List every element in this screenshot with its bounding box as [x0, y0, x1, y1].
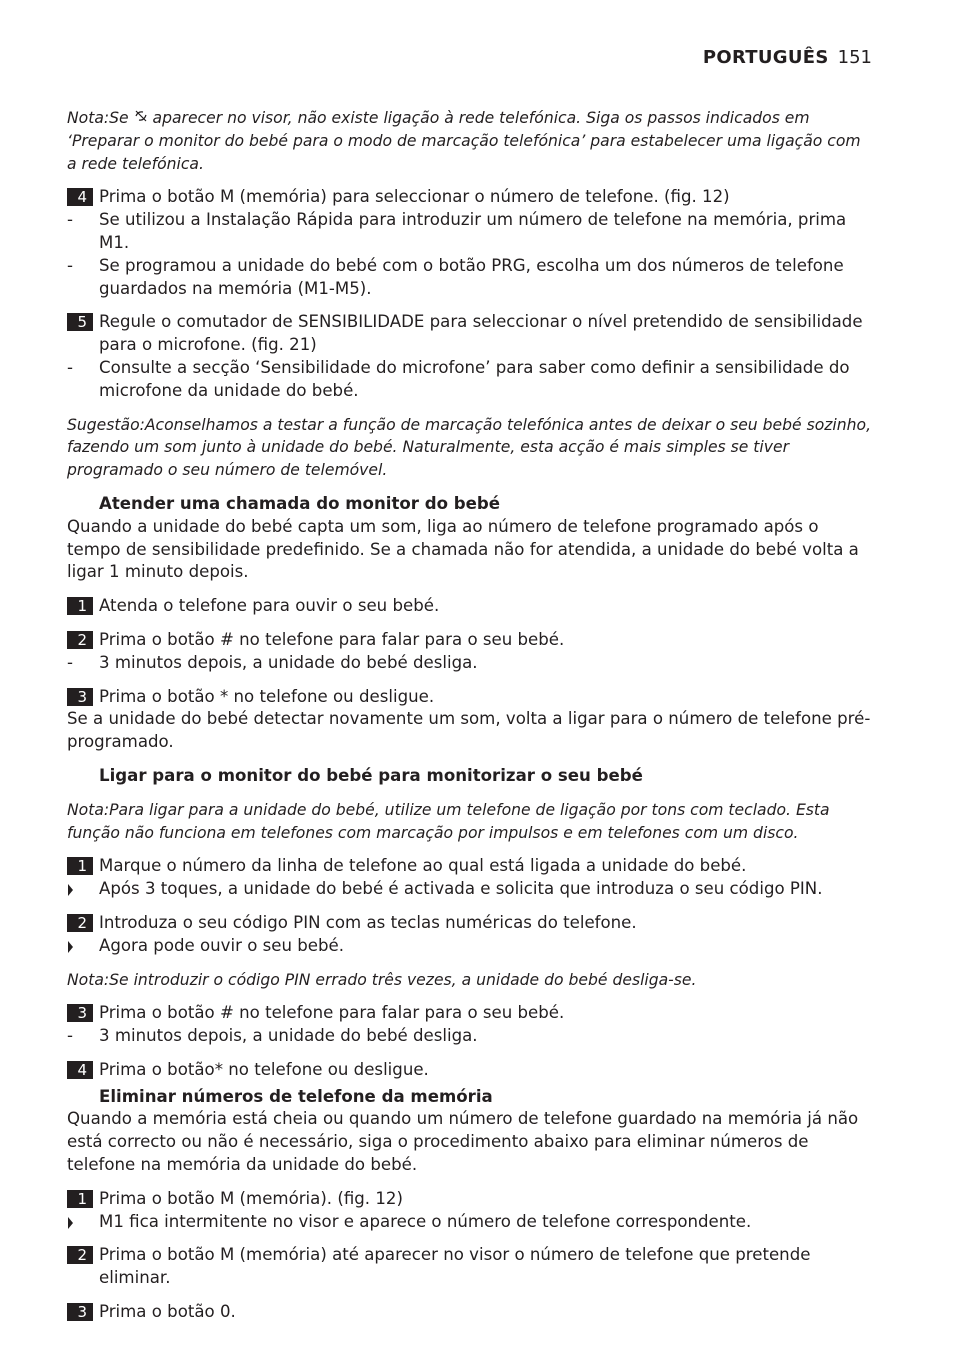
pin-note: Nota:Se introduzir o código PIN errado três vezes, a unidade do bebé desliga-se. — [67, 970, 697, 989]
result-arrow-icon — [67, 878, 99, 901]
section-heading: Eliminar números de telefone da memória — [99, 1086, 493, 1106]
page-content — [67, 107, 873, 1324]
page-number: 151 — [837, 47, 872, 68]
step-item: 1 Prima o botão M (memória). (fig. 12) M1 fica intermitente no visor e aparece o número de telefone correspondente. — [67, 1188, 873, 1234]
note-text: aparecer no visor, não existe ligação à rede telefónica. Siga os passos indicados em ‘Preparar o monitor do bebé para o modo de marcação telefónica’ para estabelecer uma ligação com a rede telefónica. — [67, 109, 861, 173]
result-arrow-icon — [67, 1211, 99, 1234]
section-call-monitor — [67, 765, 873, 1082]
step-item: 3 Prima o botão * no telefone ou desligue. — [67, 686, 873, 709]
step-number: 4 — [67, 188, 93, 206]
section-outro: Se a unidade do bebé detectar novamente um som, volta a ligar para o número de telefone pré-programado. — [67, 709, 871, 752]
step-item: 2 Prima o botão M (memória) até aparecer no visor o número de telefone que pretende eliminar. — [67, 1244, 873, 1290]
step-item: 4 Prima o botão* no telefone ou desligue. — [67, 1059, 873, 1082]
step-item: 3 Prima o botão # no telefone para falar para o seu bebé. - 3 minutos depois, a unidade do bebé desliga. — [67, 1003, 565, 1046]
step-item: 2 Introduza o seu código PIN com as teclas numéricas do telefone. Agora pode ouvir o seu bebé. — [67, 912, 873, 958]
note-no-connection — [67, 107, 873, 175]
step-text: Prima o botão M (memória) para seleccionar o número de telefone. (fig. 12) — [99, 187, 730, 207]
section-heading: Atender uma chamada do monitor do bebé — [99, 493, 501, 513]
page-header — [703, 47, 872, 68]
step-item: 1 Marque o número da linha de telefone ao qual está ligada a unidade do bebé. Após 3 toques, a unidade do bebé é activada e solicita que introduza o seu código PIN. — [67, 855, 873, 901]
section-intro: Quando a memória está cheia ou quando um número de telefone guardado na memória já não está correcto ou não é necessário, siga o procedimento abaixo para eliminar números de telefone na memória da unidade do bebé. — [67, 1109, 859, 1175]
result-arrow-icon — [67, 935, 99, 958]
step-item: 2 Prima o botão # no telefone para falar para o seu bebé. - 3 minutos depois, a unidade do bebé desliga. — [67, 629, 565, 672]
step-4-memory — [67, 186, 873, 300]
section-delete-numbers — [67, 1086, 873, 1324]
language-label: PORTUGUÊS — [702, 47, 829, 68]
section-heading: Ligar para o monitor do bebé para monitorizar o seu bebé — [99, 765, 643, 785]
section-answer-call — [67, 493, 873, 754]
note-prefix: Nota:Se — [67, 109, 134, 127]
tip-note: Sugestão:Aconselhamos a testar a função de marcação telefónica antes de deixar o seu bebé sozinho, fazendo um som junto à unidade do bebé. Naturalmente, esta acção é mais simples se tiver programado o seu número de telemóvel. — [67, 415, 872, 480]
phone-off-icon — [134, 107, 148, 130]
section-intro: Quando a unidade do bebé capta um som, liga ao número de telefone programado após o tempo de sensibilidade predefinido. Se a chamada não for atendida, a unidade do bebé volta a ligar 1 minuto depois. — [67, 516, 859, 582]
step-text: Regule o comutador de SENSIBILIDADE para seleccionar o nível pretendido de sensibilidade para o microfone. (fig. 21) — [99, 312, 863, 355]
sub-item: - Se utilizou a Instalação Rápida para introduzir um número de telefone na memória, prima M1. — [67, 210, 847, 252]
sub-item: - Consulte a secção ‘Sensibilidade do microfone’ para saber como definir a sensibilidade do microfone da unidade do bebé. — [67, 357, 850, 400]
step-number: 5 — [67, 313, 93, 331]
step-5-sensitivity — [67, 311, 873, 402]
step-item: 3 Prima o botão 0. — [67, 1301, 873, 1324]
section-note: Nota:Para ligar para a unidade do bebé, utilize um telefone de ligação por tons com teclado. Esta função não funciona em telefones com marcação por impulsos e em telefones com um disco. — [67, 800, 830, 842]
sub-item: - Se programou a unidade do bebé com o botão PRG, escolha um dos números de telefone guardados na memória (M1-M5). — [67, 255, 844, 298]
step-item: 1 Atenda o telefone para ouvir o seu bebé. — [67, 595, 873, 618]
